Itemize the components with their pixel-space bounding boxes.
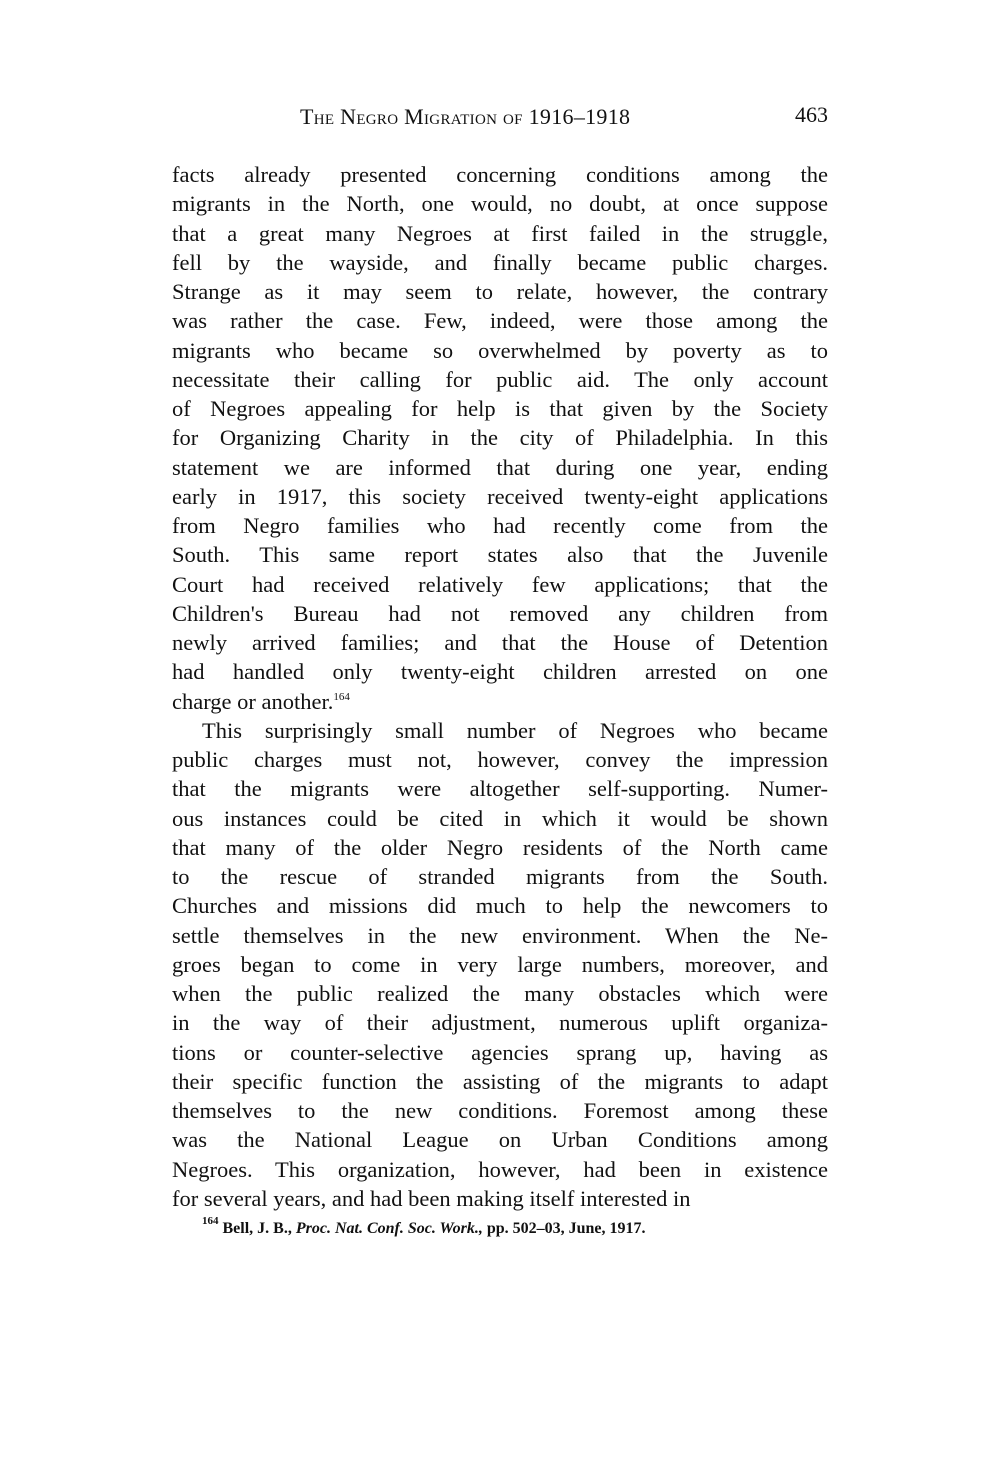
line-text: settle themselves in the new environment. When the Ne-: [172, 922, 828, 948]
line-text: facts already presented concerning conditions among the: [172, 162, 828, 187]
text-line: [172, 628, 828, 657]
text-line: [172, 394, 828, 423]
footnote-reference: 164: [333, 690, 350, 703]
line-text: Churches and missions did much to help the newcomers to: [172, 893, 828, 919]
line-text: was the National League on Urban Conditions among: [172, 1127, 828, 1153]
line-text: newly arrived families; and that the House of Detention: [172, 630, 828, 655]
text-line: [172, 804, 828, 833]
line-text: when the public realized the many obstacles which were: [172, 981, 828, 1006]
text-line: [172, 336, 828, 365]
line-text: was rather the case. Few, indeed, were those among the: [172, 308, 828, 334]
text-line: [172, 482, 828, 511]
footnote-author: Bell, J. B.,: [222, 1220, 292, 1237]
line-text: to the rescue of stranded migrants from the South.: [172, 864, 828, 889]
text-line: [172, 891, 828, 920]
line-text: their specific function the assisting of the migrants to adapt: [172, 1068, 828, 1094]
paragraph: [172, 716, 828, 1213]
line-text: had handled only twenty-eight children arrested on one: [172, 659, 828, 685]
line-text: in the way of their adjustment, numerous uplift organiza-: [172, 1010, 828, 1036]
text-line: [172, 1096, 828, 1125]
line-text: for Organizing Charity in the city of Philadelphia. In this: [172, 425, 828, 451]
line-text: migrants in the North, one would, no doubt, at once suppose: [172, 191, 828, 217]
page-header: [172, 104, 828, 134]
line-text: Court had received relatively few applications; that the: [172, 571, 828, 597]
text-line: [172, 511, 828, 540]
text-line: [172, 1155, 828, 1184]
text-line: [172, 160, 828, 189]
text-line: [172, 423, 828, 452]
line-text: Negroes. This organization, however, had been in existence: [172, 1156, 828, 1182]
text-line: [172, 365, 828, 394]
text-line: [172, 570, 828, 599]
line-text: tions or counter-selective agencies sprang up, having as: [172, 1039, 828, 1065]
line-text: for several years, and had been making itself interested in: [172, 1185, 691, 1211]
line-text: Children's Bureau had not removed any children from: [172, 600, 828, 626]
footnote-details: pp. 502–03, June, 1917.: [486, 1220, 646, 1237]
running-title: The Negro Migration of 1916–1918: [300, 104, 631, 129]
text-line: [172, 599, 828, 628]
text-line: [172, 306, 828, 335]
line-text: necessitate their calling for public aid. The only account: [172, 366, 828, 392]
line-text: South. This same report states also that the Juvenile: [172, 542, 828, 568]
line-text: that the migrants were altogether self-supporting. Numer-: [172, 776, 828, 802]
line-text: themselves to the new conditions. Foremost among these: [172, 1098, 828, 1123]
text-line: [172, 189, 828, 218]
text-line: [172, 833, 828, 862]
text-line: [172, 1067, 828, 1096]
text-line: [172, 1184, 828, 1213]
line-text: Strange as it may seem to relate, however, the contrary: [172, 279, 828, 304]
text-line: [172, 950, 828, 979]
line-text: charge or another.: [172, 688, 334, 714]
line-text: from Negro families who had recently come from the: [172, 513, 828, 538]
text-line: [172, 540, 828, 569]
footnote-source: Proc. Nat. Conf. Soc. Work.,: [295, 1220, 483, 1237]
body-text: [172, 160, 828, 1213]
text-line: [172, 687, 828, 716]
page-number: 463: [795, 102, 828, 127]
text-line: [172, 774, 828, 803]
text-line: [172, 716, 828, 745]
line-text: groes began to come in very large numbers, moreover, and: [172, 951, 828, 977]
footnote-number: 164: [202, 1215, 219, 1227]
line-text: migrants who became so overwhelmed by poverty as to: [172, 337, 828, 363]
text-line: [172, 1038, 828, 1067]
line-text: of Negroes appealing for help is that given by the Society: [172, 396, 828, 421]
line-text: that many of the older Negro residents of the North came: [172, 834, 828, 860]
paragraph: [172, 160, 828, 716]
text-line: [172, 921, 828, 950]
text-line: [172, 657, 828, 686]
line-text: public charges must not, however, convey the impression: [172, 747, 828, 772]
text-line: [172, 862, 828, 891]
text-line: [172, 1125, 828, 1154]
line-text: that a great many Negroes at first failed in the struggle,: [172, 220, 828, 246]
text-line: [172, 248, 828, 277]
line-text: ous instances could be cited in which it would be shown: [172, 805, 828, 831]
text-line: [172, 979, 828, 1008]
line-text: early in 1917, this society received twenty-eight applications: [172, 483, 828, 509]
footnote: [202, 1215, 646, 1238]
line-text: This surprisingly small number of Negroes who became: [202, 717, 828, 743]
line-text: statement we are informed that during one year, ending: [172, 454, 828, 480]
text-line: [172, 219, 828, 248]
text-line: [172, 1008, 828, 1037]
text-line: [172, 745, 828, 774]
text-line: [172, 277, 828, 306]
text-line: [172, 453, 828, 482]
line-text: fell by the wayside, and finally became public charges.: [172, 249, 828, 275]
